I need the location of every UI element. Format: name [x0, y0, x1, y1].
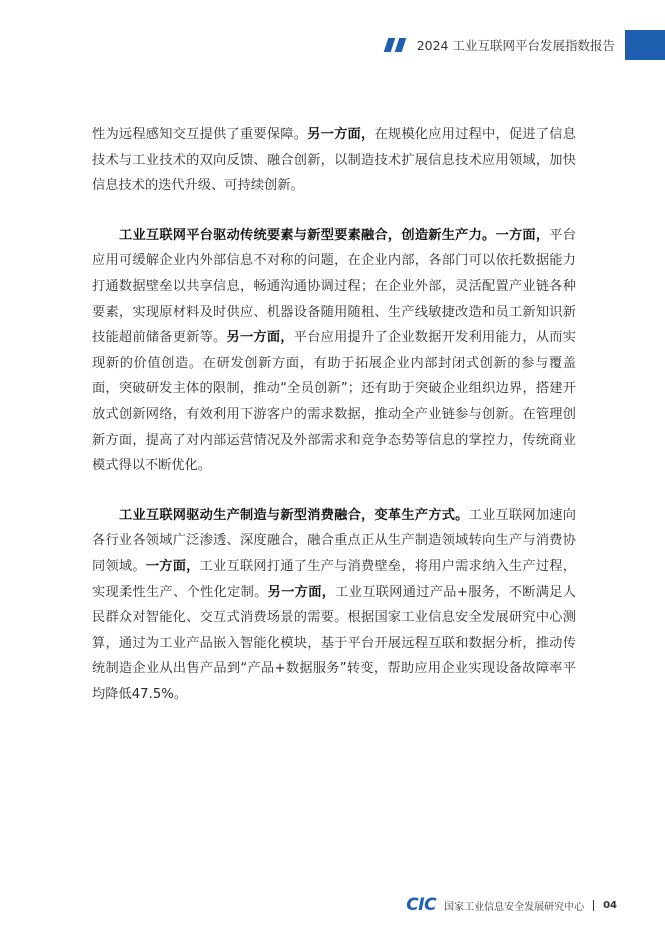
bold-text-run: 工业互联网驱动生产制造与新型消费融合，变革生产方式。 — [119, 507, 469, 523]
text-run: 在规模化应用过程中，促进了信息技术与工业技术的双向反馈、融合创新，以制造技术扩展信息技术应用领域，加快信息技术的迭代升级、可持续创新。 — [92, 127, 576, 194]
organization-name: 国家工业信息安全发展研究中心 — [444, 901, 585, 913]
header-slash-bar — [383, 38, 395, 52]
page-number: 04 — [603, 899, 617, 911]
text-run: 性为远程感知交互提供了重要保障。 — [92, 127, 308, 142]
header-accent-block — [625, 30, 665, 60]
paragraph-1 — [92, 122, 576, 199]
cic-logo: CIC — [406, 895, 437, 915]
bold-text-run: 一方面， — [145, 558, 200, 574]
page-footer — [0, 895, 665, 915]
body-content — [92, 122, 576, 731]
header-slash-bar — [394, 38, 406, 52]
bold-text-run: 另一方面， — [226, 330, 294, 346]
paragraph-2 — [92, 223, 576, 479]
text-run: 工业互联网加速向各行业各领域广泛渗透、深度融合，融合重点正从生产制造领域转向生产与消费协同领域。 — [92, 507, 576, 574]
text-run: 平台应用提升了企业数据开发利用能力，从而实现新的价值创造。在研发创新方面，有助于拓展企业内部封闭式创新的参与覆盖面，突破研发主体的限制，推动“全员创新”；还有助于突破企业组织边界，搭建开放式创新网络，有效利用下游客户的需求数据，推动全产业链参与创新。在管理创新方面，提高了对内部运营情况及外部需求和竞争态势等信息的掌控力，传统商业模式得以不断优化。 — [92, 330, 576, 474]
bold-text-run: 另一方面， — [267, 584, 336, 600]
report-title: 2024 工业互联网平台发展指数报告 — [416, 38, 615, 53]
bold-text-run: 工业互联网平台驱动传统要素与新型要素融合，创造新生产力。一方面， — [119, 227, 550, 243]
text-run: 工业互联网打通了生产与消费壁垒，将用户需求纳入生产过程，实现柔性生产、个性化定制。 — [92, 558, 577, 600]
text-run: 平台应用可缓解企业内外部信息不对称的问题，在企业内部，各部门可以依托数据能力打通数据壁垒以共享信息，畅通沟通协调过程；在企业外部，灵活配置产业链各种要素，实现原材料及时供应、机器设备随用随租、生产线敏捷改造和员工新知识新技能超前储备更新等。 — [92, 227, 576, 346]
paragraph-3 — [92, 503, 576, 708]
page-header — [383, 30, 665, 60]
bold-text-run: 另一方面， — [307, 127, 375, 142]
footer-divider — [593, 900, 594, 911]
text-run: 工业互联网通过产品+服务，不断满足人民群众对智能化、交互式消费场景的需要。根据国家工业信息安全发展研究中心测算，通过为工业产品嵌入智能化模块，基于平台开展远程互联和数据分析，推动传统制造企业从出售产品到“产品+数据服务”转变，帮助应用企业实现设备故障率平均降低47.5%。 — [92, 584, 577, 702]
header-slash-icon — [383, 38, 409, 52]
